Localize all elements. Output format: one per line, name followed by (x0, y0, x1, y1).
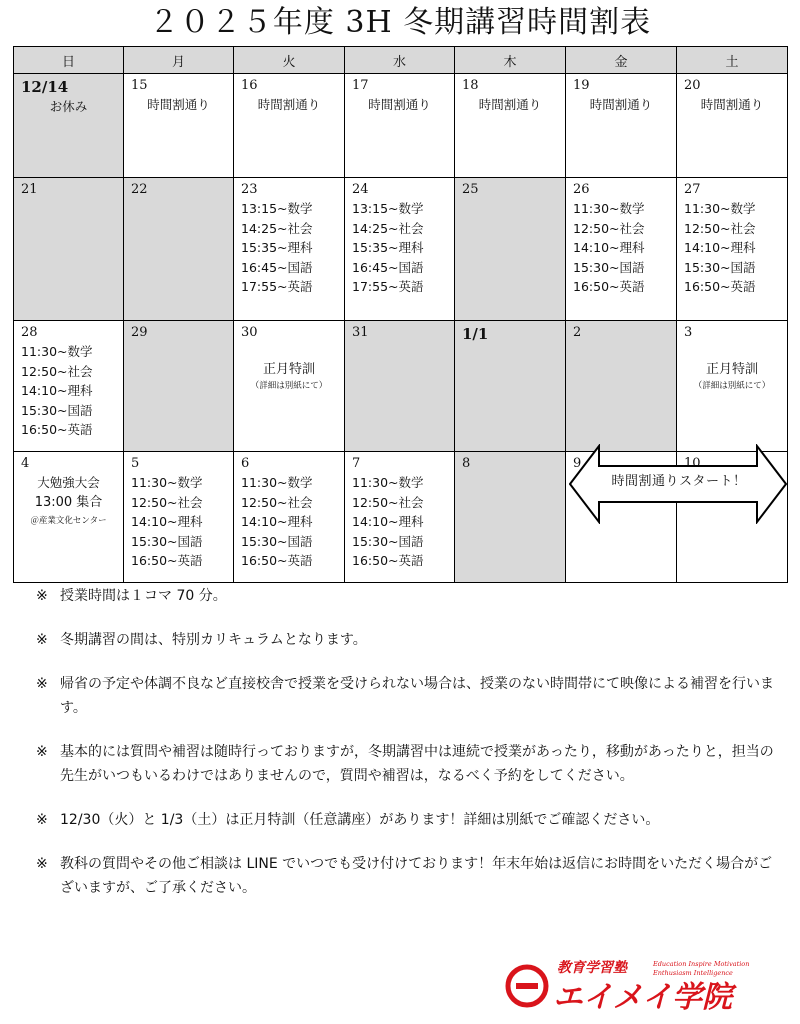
note-text: 冬期講習の間は、特別カリキュラムとなります。 (60, 632, 367, 648)
note-text: 授業時間は１コマ 70 分。 (60, 588, 227, 604)
schedule-start-label: 時間割通りスタート！ (611, 474, 747, 489)
class-slot: 17:55~英語 (352, 279, 424, 294)
day-cell-31 (345, 321, 455, 452)
day-cell-16 (234, 74, 345, 178)
class-slot: 15:30~国語 (241, 533, 313, 549)
note-text: 教科の質問やその他ご相談は LINE でいつでも受け付けております！年末年始は返信にお時間をいただく場合がございますが、ご了承ください。 (60, 856, 773, 896)
day-cell-8 (455, 452, 566, 583)
class-slot: 15:30~国語 (131, 533, 203, 549)
class-slot: 16:50~英語 (21, 422, 93, 437)
day-number: 15 (131, 78, 148, 93)
event-location: ＠産業文化センター (30, 516, 107, 526)
day-number: 9 (573, 456, 582, 471)
class-slot: 17:55~英語 (241, 279, 313, 294)
note-item (36, 584, 786, 608)
day-number: 23 (241, 182, 258, 197)
day-number: 2 (573, 325, 582, 340)
class-slot: 14:10~理科 (131, 514, 203, 529)
class-slot: 11:30~数学 (241, 475, 313, 490)
school-logo (503, 955, 763, 1013)
note-text: 12/30（火）と 1/3（土）は正月特訓（任意講座）があります！詳細は別紙でご確認ください。 (60, 812, 660, 828)
day-number: 24 (352, 182, 369, 197)
class-slot: 16:50~英語 (573, 279, 645, 294)
class-slot: 16:50~英語 (684, 279, 756, 294)
class-slot: 13:15~数学 (352, 201, 424, 216)
day-cell-23 (234, 178, 345, 321)
weekday-wed: 水 (345, 47, 455, 74)
note-mark: ※ (36, 744, 48, 760)
class-slot: 11:30~数学 (573, 201, 645, 216)
day-number: 22 (131, 182, 148, 197)
holiday-label: お休み (49, 99, 88, 114)
day-number: 19 (573, 78, 590, 93)
class-slot: 15:30~国語 (573, 259, 645, 275)
class-slot: 16:50~英語 (241, 553, 313, 568)
day-cell-30 (234, 321, 345, 452)
class-slot: 12:50~社会 (241, 494, 313, 510)
day-cell-25 (455, 178, 566, 321)
day-cell-18 (455, 74, 566, 178)
schedule-note: 時間割通り (478, 97, 542, 112)
note-text: 基本的には質問や補習は随時行っておりますが，冬期講習中は連続で授業があったり，移動があったりと，担当の先生がいつもいるわけではありませんので，質問や補習は，なるべく予約をしてください。 (60, 744, 774, 784)
day-cell-7 (345, 452, 455, 583)
week-row-1 (14, 74, 788, 178)
class-slot: 16:50~英語 (131, 553, 203, 568)
class-slot: 16:45~国語 (352, 259, 424, 275)
note-mark: ※ (36, 812, 48, 828)
schedule-note: 時間割通り (700, 97, 764, 112)
day-number: 8 (462, 456, 471, 471)
schedule-note: 時間割通り (368, 97, 431, 112)
note-mark: ※ (36, 588, 48, 604)
class-slot: 12:50~社会 (21, 363, 93, 379)
class-slot: 14:25~社会 (352, 220, 424, 236)
day-cell-28 (14, 321, 124, 452)
day-number: 25 (462, 182, 479, 197)
class-slot: 15:30~国語 (684, 259, 756, 275)
note-item (36, 740, 786, 788)
day-number: 5 (131, 456, 140, 471)
special-class-detail: （詳細は別紙にて） (693, 380, 771, 391)
day-cell-5 (124, 452, 234, 583)
day-cell-12-14 (14, 74, 124, 178)
weekday-mon: 月 (124, 47, 234, 74)
class-slot: 14:10~理科 (352, 514, 424, 529)
week-row-3 (14, 321, 788, 452)
class-slot: 14:10~理科 (21, 383, 93, 398)
day-number: 27 (684, 182, 701, 197)
day-number: 17 (352, 78, 369, 93)
note-text: 帰省の予定や体調不良など直接校舎で授業を受けられない場合は、授業のない時間帯にて映像による補習を行います。 (60, 676, 774, 716)
notes-section (36, 584, 786, 920)
day-cell-26 (566, 178, 677, 321)
class-slot: 11:30~数学 (21, 344, 93, 359)
schedule-note: 時間割通り (257, 97, 321, 112)
logo-subtitle: 教育学習塾 (557, 960, 627, 976)
class-slot: 14:10~理科 (241, 514, 313, 529)
day-number: 29 (131, 325, 148, 340)
class-slot: 15:35~理科 (352, 240, 424, 255)
weekday-tue: 火 (234, 47, 345, 74)
class-slot: 11:30~数学 (684, 201, 756, 216)
note-item (36, 628, 786, 652)
day-number: 16 (241, 78, 258, 93)
class-slot: 14:10~理科 (684, 240, 756, 255)
day-number: 21 (21, 182, 38, 197)
class-slot: 12:50~社会 (352, 494, 424, 510)
day-number: 10 (684, 456, 701, 471)
logo-tagline-1: Education Inspire Motivation (653, 960, 750, 968)
class-slot: 16:50~英語 (352, 553, 424, 568)
day-number: 6 (241, 456, 250, 471)
day-cell-21 (14, 178, 124, 321)
class-slot: 15:35~理科 (241, 240, 313, 255)
day-cell-29 (124, 321, 234, 452)
day-number: 31 (352, 325, 369, 340)
class-slot: 12:50~社会 (573, 220, 645, 236)
weekday-thu: 木 (455, 47, 566, 74)
page-title: ２０２５年度 3H 冬期講習時間割表 (148, 5, 652, 40)
class-slot: 11:30~数学 (352, 475, 424, 490)
day-number: 7 (352, 456, 361, 471)
class-slot: 13:15~数学 (241, 201, 313, 216)
special-class-detail: （詳細は別紙にて） (250, 380, 328, 391)
logo-mark-icon (508, 967, 546, 1005)
class-slot: 11:30~数学 (131, 475, 203, 490)
class-slot: 14:10~理科 (573, 240, 645, 255)
weekday-sun: 日 (14, 47, 124, 74)
day-number: 30 (241, 325, 258, 340)
day-cell-17 (345, 74, 455, 178)
day-cell-24 (345, 178, 455, 321)
day-cell-20 (677, 74, 788, 178)
logo-name: エイメイ学院 (553, 980, 733, 1013)
day-number: 18 (462, 78, 479, 93)
weekday-fri: 金 (566, 47, 677, 74)
note-mark: ※ (36, 856, 48, 872)
logo-tagline-2: Enthusiasm Intelligence (653, 969, 733, 977)
class-slot: 16:45~国語 (241, 259, 313, 275)
day-number: 28 (21, 325, 38, 340)
day-number: 4 (21, 456, 30, 471)
class-slot: 15:30~国語 (21, 402, 93, 418)
day-cell-22 (124, 178, 234, 321)
week-row-2 (14, 178, 788, 321)
event-time: 13:00 集合 (34, 494, 103, 510)
day-cell-19 (566, 74, 677, 178)
day-cell-4 (14, 452, 124, 583)
day-cell-6 (234, 452, 345, 583)
note-mark: ※ (36, 676, 48, 692)
schedule-note: 時間割通り (589, 97, 653, 112)
note-item (36, 852, 786, 900)
special-class-label: 正月特訓 (262, 362, 315, 377)
day-cell-2 (566, 321, 677, 452)
class-slot: 12:50~社会 (684, 220, 756, 236)
note-item (36, 672, 786, 720)
day-cell-3 (677, 321, 788, 452)
note-item (36, 808, 786, 832)
schedule-note: 時間割通り (147, 97, 210, 112)
note-mark: ※ (36, 632, 48, 648)
weekday-sat: 土 (677, 47, 788, 74)
class-slot: 12:50~社会 (131, 494, 203, 510)
day-cell-15 (124, 74, 234, 178)
day-number: 1/1 (462, 325, 489, 343)
event-title: 大勉強大会 (37, 475, 100, 490)
day-number: 20 (684, 78, 701, 93)
day-cell-27 (677, 178, 788, 321)
day-number: 26 (573, 182, 590, 197)
day-cell-1-1 (455, 321, 566, 452)
special-class-label: 正月特訓 (705, 362, 758, 377)
class-slot: 15:30~国語 (352, 533, 424, 549)
day-number: 12/14 (21, 78, 69, 96)
weekday-header-row (14, 47, 788, 74)
day-number: 3 (684, 325, 693, 340)
class-slot: 14:25~社会 (241, 220, 313, 236)
